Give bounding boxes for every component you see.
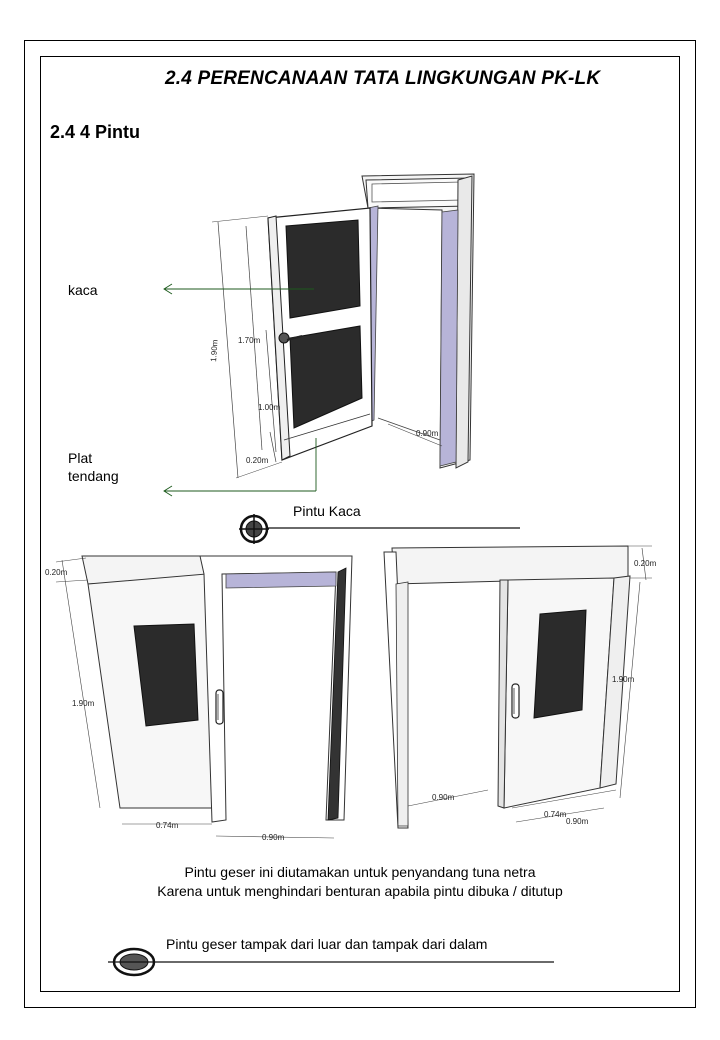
sliding-door-left-illustration	[56, 556, 352, 838]
section-marker-2-icon	[108, 949, 554, 975]
dim-height-mid: 1.00m	[258, 403, 281, 412]
right-dim-side: 0.90m	[432, 793, 455, 802]
sliding-door-right-illustration	[384, 546, 652, 828]
label-glass: kaca	[68, 282, 98, 298]
note-line-1: Pintu geser ini diutamakan untuk penyandang tuna netra	[184, 864, 536, 880]
right-dim-opening-width: 0.90m	[566, 817, 589, 826]
left-dim-opening-width: 0.90m	[262, 833, 285, 842]
right-dim-height: 1.90m	[612, 675, 635, 684]
caption-glass-door: Pintu Kaca	[293, 503, 361, 519]
caption-sliding-door: Pintu geser tampak dari luar dan tampak dari dalam	[166, 936, 488, 952]
dim-height-handle: 1.70m	[238, 336, 261, 345]
dim-width-opening: 0.90m	[416, 429, 439, 438]
left-dim-door-width: 0.74m	[156, 821, 179, 830]
dim-height-total: 1.90m	[209, 339, 220, 363]
section-title: 2.4 4 Pintu	[50, 122, 141, 142]
label-kickplate-line1: Plat	[68, 450, 93, 466]
right-dim-top: 0.20m	[634, 559, 657, 568]
left-dim-top: 0.20m	[45, 568, 68, 577]
page-title: 2.4 PERENCANAAN TATA LINGKUNGAN PK-LK	[165, 68, 601, 89]
dim-height-kick: 0.20m	[246, 456, 269, 465]
right-dim-door-width: 0.74m	[544, 810, 567, 819]
label-kickplate-line2: tendang	[68, 468, 119, 484]
note-line-2: Karena untuk menghindari benturan apabila pintu dibuka / ditutup	[157, 883, 563, 899]
left-dim-height: 1.90m	[72, 699, 95, 708]
section-marker-icon	[239, 514, 520, 544]
